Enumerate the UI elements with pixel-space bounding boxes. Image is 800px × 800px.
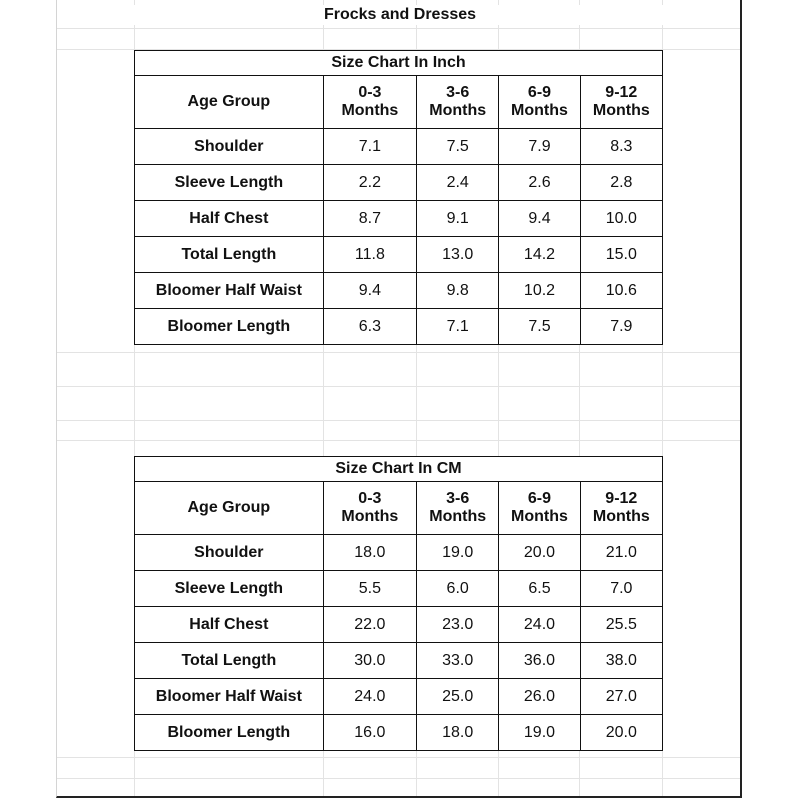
table-cell: 36.0 xyxy=(499,643,580,679)
table-row xyxy=(135,309,663,345)
table-cell: 7.1 xyxy=(417,309,499,345)
table-row xyxy=(135,643,663,679)
header-age-group: Age Group xyxy=(135,76,324,129)
row-label: Sleeve Length xyxy=(135,571,324,607)
gridline xyxy=(57,778,740,779)
column-header xyxy=(499,482,580,535)
table-cell: 22.0 xyxy=(323,607,416,643)
table-cell: 11.8 xyxy=(323,237,416,273)
table-row xyxy=(135,607,663,643)
age-range: 0-3 xyxy=(358,84,382,101)
table-cell: 9.4 xyxy=(499,201,580,237)
column-header xyxy=(580,482,662,535)
table-cell: 24.0 xyxy=(323,679,416,715)
age-range: 9-12 xyxy=(605,490,638,507)
gridline xyxy=(57,440,740,441)
row-label: Bloomer Length xyxy=(135,715,324,751)
age-range: 0-3 xyxy=(358,490,382,507)
size-chart-inch-table xyxy=(134,50,663,345)
table-cell: 6.3 xyxy=(323,309,416,345)
table-cell: 7.0 xyxy=(580,571,662,607)
table-cell: 6.5 xyxy=(499,571,580,607)
table-cell: 14.2 xyxy=(499,237,580,273)
table-cell: 2.8 xyxy=(580,165,662,201)
table-cell: 5.5 xyxy=(323,571,416,607)
table-cell: 13.0 xyxy=(417,237,499,273)
table-cell: 9.1 xyxy=(417,201,499,237)
age-unit: Months xyxy=(429,102,487,119)
table-cell: 7.9 xyxy=(499,129,580,165)
table-cell: 21.0 xyxy=(580,535,662,571)
row-label: Bloomer Length xyxy=(135,309,324,345)
gridline xyxy=(57,420,740,421)
table-cell: 25.0 xyxy=(417,679,499,715)
table-cell: 10.2 xyxy=(499,273,580,309)
age-range: 3-6 xyxy=(446,84,470,101)
table-cell: 20.0 xyxy=(580,715,662,751)
table-cell: 19.0 xyxy=(417,535,499,571)
column-header xyxy=(580,76,662,129)
column-header xyxy=(417,482,499,535)
table-cell: 7.9 xyxy=(580,309,662,345)
age-range: 6-9 xyxy=(527,84,552,101)
row-label: Shoulder xyxy=(135,129,324,165)
page-title: Frocks and Dresses xyxy=(57,5,742,25)
table-row xyxy=(135,165,663,201)
row-label: Shoulder xyxy=(135,535,324,571)
column-header xyxy=(499,76,580,129)
table-cell: 7.1 xyxy=(323,129,416,165)
header-age-group: Age Group xyxy=(135,482,324,535)
table-cell: 10.6 xyxy=(580,273,662,309)
age-unit: Months xyxy=(341,508,399,525)
table-cell: 9.8 xyxy=(417,273,499,309)
column-header xyxy=(323,482,416,535)
table-cell: 33.0 xyxy=(417,643,499,679)
table-cell: 30.0 xyxy=(323,643,416,679)
row-label: Total Length xyxy=(135,237,324,273)
table-cell: 2.2 xyxy=(323,165,416,201)
row-label: Total Length xyxy=(135,643,324,679)
table-cell: 2.6 xyxy=(499,165,580,201)
table-cell: 20.0 xyxy=(499,535,580,571)
table-cell: 7.5 xyxy=(417,129,499,165)
row-label: Half Chest xyxy=(135,201,324,237)
table-cell: 6.0 xyxy=(417,571,499,607)
age-range: 9-12 xyxy=(605,84,638,101)
table-row xyxy=(135,571,663,607)
table-caption: Size Chart In CM xyxy=(135,457,663,482)
table-row xyxy=(135,715,663,751)
age-unit: Months xyxy=(511,102,568,119)
table-cell: 26.0 xyxy=(499,679,580,715)
table-cell: 15.0 xyxy=(580,237,662,273)
table-cell: 24.0 xyxy=(499,607,580,643)
table-cell: 18.0 xyxy=(323,535,416,571)
row-label: Bloomer Half Waist xyxy=(135,273,324,309)
table-cell: 10.0 xyxy=(580,201,662,237)
table-row xyxy=(135,237,663,273)
table-cell: 38.0 xyxy=(580,643,662,679)
age-unit: Months xyxy=(341,102,399,119)
table-caption: Size Chart In Inch xyxy=(135,51,663,76)
age-unit: Months xyxy=(429,508,487,525)
table-row xyxy=(135,679,663,715)
table-cell: 18.0 xyxy=(417,715,499,751)
size-chart-cm-table xyxy=(134,456,663,751)
gridline xyxy=(57,386,740,387)
table-row xyxy=(135,273,663,309)
table-cell: 25.5 xyxy=(580,607,662,643)
gridline xyxy=(57,757,740,758)
row-label: Sleeve Length xyxy=(135,165,324,201)
age-unit: Months xyxy=(592,102,650,119)
age-unit: Months xyxy=(511,508,568,525)
column-header xyxy=(323,76,416,129)
age-range: 3-6 xyxy=(446,490,470,507)
table-cell: 16.0 xyxy=(323,715,416,751)
table-cell: 23.0 xyxy=(417,607,499,643)
table-cell: 7.5 xyxy=(499,309,580,345)
column-header xyxy=(417,76,499,129)
gridline xyxy=(57,352,740,353)
table-row xyxy=(135,129,663,165)
table-row xyxy=(135,535,663,571)
gridline xyxy=(57,28,740,29)
age-range: 6-9 xyxy=(527,490,552,507)
table-cell: 27.0 xyxy=(580,679,662,715)
table-cell: 9.4 xyxy=(323,273,416,309)
table-cell: 2.4 xyxy=(417,165,499,201)
table-cell: 8.7 xyxy=(323,201,416,237)
row-label: Bloomer Half Waist xyxy=(135,679,324,715)
age-unit: Months xyxy=(592,508,650,525)
table-cell: 19.0 xyxy=(499,715,580,751)
spreadsheet-sheet xyxy=(56,0,742,798)
table-cell: 8.3 xyxy=(580,129,662,165)
table-row xyxy=(135,201,663,237)
row-label: Half Chest xyxy=(135,607,324,643)
